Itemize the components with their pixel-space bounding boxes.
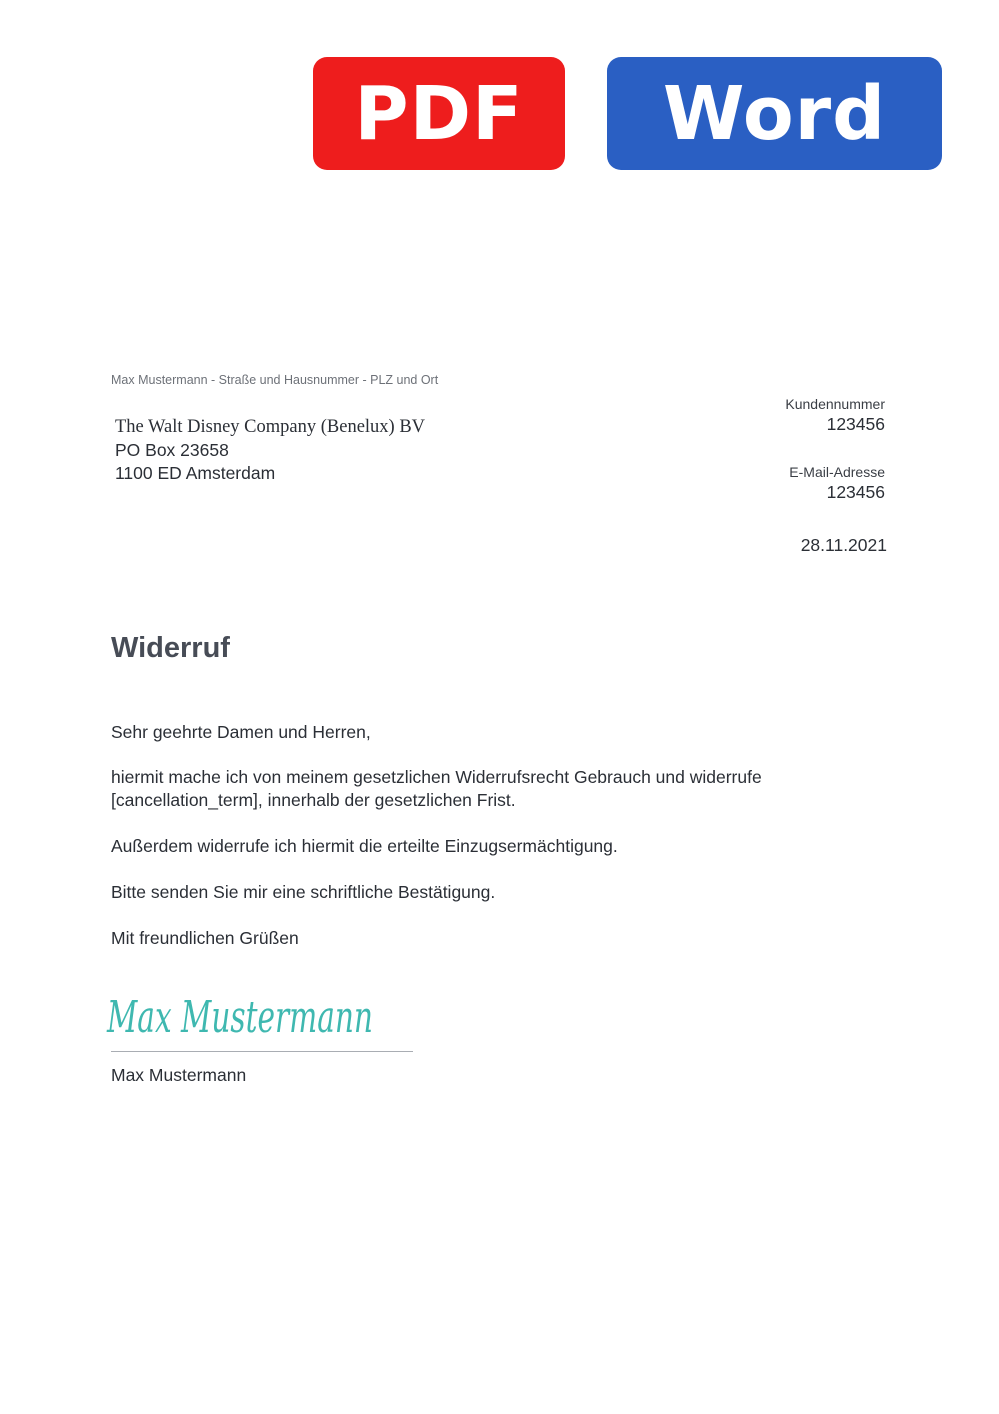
paragraph-revocation (111, 766, 851, 812)
recipient-address (115, 416, 425, 485)
recipient-address-line-2: 1100 ED Amsterdam (115, 463, 276, 483)
paragraph-confirmation: Bitte senden Sie mir eine schriftliche Bestätigung. (111, 882, 496, 902)
salutation: Sehr geehrte Damen und Herren, (111, 722, 371, 742)
paragraph-revocation-line-1: hiermit mache ich von meinem gesetzlichen Widerrufsrecht Gebrauch und widerrufe (111, 767, 762, 787)
customer-number-value: 123456 (826, 414, 885, 434)
signer-name: Max Mustermann (111, 1065, 247, 1085)
paragraph-direct-debit: Außerdem widerrufe ich hiermit die erteilte Einzugsermächtigung. (111, 836, 618, 856)
email-label: E-Mail-Adresse (789, 464, 885, 480)
email-block (789, 464, 885, 503)
sender-return-address: Max Mustermann - Straße und Hausnummer - PLZ und Ort (111, 373, 439, 387)
recipient-company: The Walt Disney Company (Benelux) BV (115, 417, 426, 437)
customer-number-block (785, 396, 885, 435)
customer-number-label: Kundennummer (785, 396, 885, 412)
pdf-download-button[interactable]: PDF (313, 57, 565, 170)
word-download-button[interactable]: Word (607, 57, 942, 170)
closing: Mit freundlichen Grüßen (111, 928, 299, 948)
recipient-address-line-1: PO Box 23658 (115, 440, 229, 460)
email-value: 123456 (826, 482, 885, 502)
handwritten-signature (105, 984, 405, 1046)
signature-text: Max Mustermann (106, 992, 373, 1043)
paragraph-revocation-line-2: [cancellation_term], innerhalb der gesetzlichen Frist. (111, 790, 516, 810)
letter-date: 28.11.2021 (800, 535, 887, 555)
signature-line (111, 1051, 413, 1052)
letter-subject: Widerruf (111, 632, 230, 664)
